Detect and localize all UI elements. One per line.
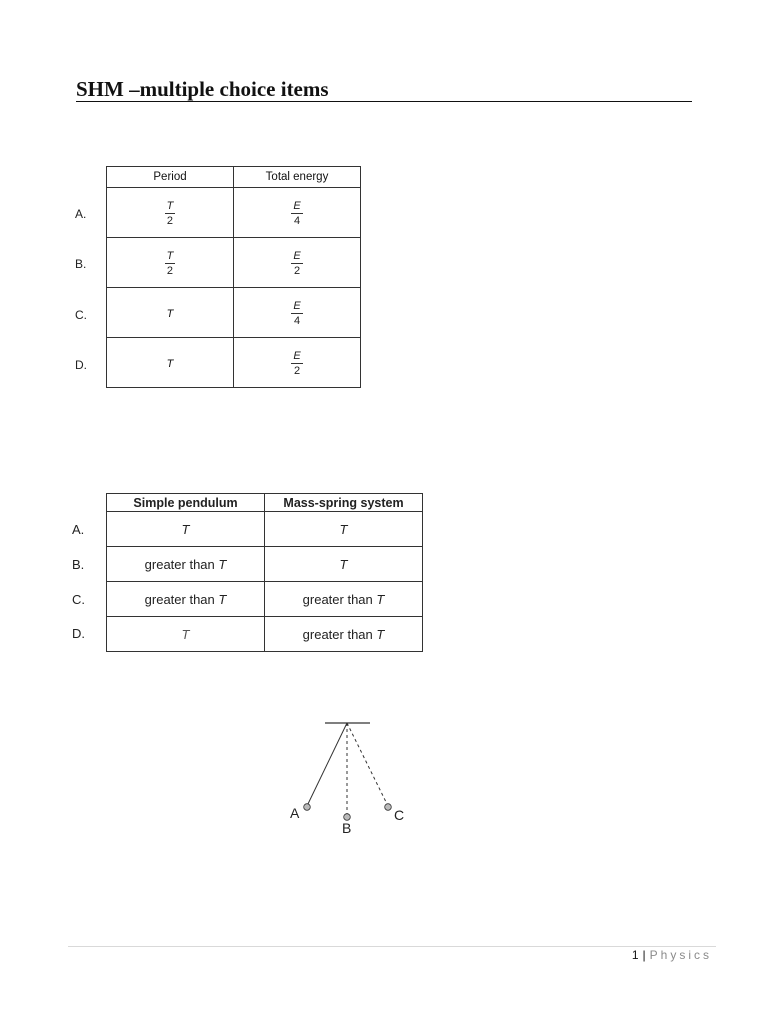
energy-cell [234, 188, 361, 238]
period-value: T [218, 556, 227, 572]
page-footer [632, 948, 712, 962]
option-label: A. [75, 207, 87, 221]
period-value: T [181, 626, 190, 642]
pendulum-bob-c [385, 804, 392, 811]
fraction [291, 350, 302, 377]
option-label: C. [75, 308, 87, 322]
label-a: A [290, 805, 300, 821]
pendulum-cell [107, 547, 265, 582]
pendulum-spring-table [106, 493, 423, 652]
period-cell [107, 338, 234, 388]
fraction-numerator: E [293, 250, 301, 262]
period-value: T [166, 307, 174, 320]
pendulum-cell [107, 582, 265, 617]
comparison-text: greater than [302, 626, 373, 642]
spring-cell [265, 617, 423, 652]
period-cell [107, 188, 234, 238]
table-row [107, 582, 423, 617]
energy-cell [234, 288, 361, 338]
fraction-denominator: 2 [166, 215, 174, 227]
period-value: T [218, 591, 227, 607]
pendulum-string-c [347, 723, 388, 806]
page-number: 1 [631, 948, 639, 962]
table-row [107, 338, 361, 388]
pendulum-bob-a [304, 804, 311, 811]
fraction-denominator: 4 [293, 215, 301, 227]
fraction-numerator: T [166, 250, 174, 262]
period-value: T [339, 521, 348, 537]
comparison-text: greater than [302, 591, 373, 607]
footer-divider [68, 946, 716, 947]
pendulum-string-a [307, 723, 347, 806]
fraction-numerator: T [166, 200, 174, 212]
column-header-simple-pendulum: Simple pendulum [107, 494, 265, 512]
spring-cell [265, 547, 423, 582]
pendulum-diagram [280, 715, 420, 845]
fraction-denominator: 2 [293, 265, 301, 277]
footer-separator: | [642, 948, 646, 962]
fraction [291, 250, 302, 277]
footer-subject: Physics [649, 948, 712, 962]
comparison-text: greater than [144, 556, 215, 572]
column-header-total-energy: Total energy [234, 167, 361, 188]
option-label: D. [72, 626, 85, 641]
period-cell [107, 288, 234, 338]
label-c: C [394, 807, 405, 823]
fraction [291, 300, 302, 327]
fraction-numerator: E [293, 350, 301, 362]
period-value: T [339, 556, 348, 572]
period-value: T [376, 591, 385, 607]
column-header-mass-spring-system: Mass-spring system [265, 494, 423, 512]
spring-cell [265, 512, 423, 547]
fraction-numerator: E [293, 200, 301, 212]
fraction [165, 250, 176, 277]
energy-cell [234, 238, 361, 288]
column-header-period: Period [107, 167, 234, 188]
option-label: B. [72, 557, 85, 572]
pendulum-cell [107, 617, 265, 652]
pendulum-cell [107, 512, 265, 547]
period-value: T [166, 357, 174, 370]
energy-cell [234, 338, 361, 388]
option-label: B. [75, 257, 87, 271]
spring-cell [265, 582, 423, 617]
fraction-denominator: 4 [293, 315, 301, 327]
table-row [107, 238, 361, 288]
page-title: SHM –multiple choice items [76, 77, 692, 102]
period-value: T [181, 521, 190, 537]
label-b: B [342, 820, 352, 836]
table-row [107, 512, 423, 547]
table-header-row [107, 494, 423, 512]
option-label: C. [72, 592, 85, 607]
period-value: T [376, 626, 385, 642]
fraction-numerator: E [293, 300, 301, 312]
fraction [165, 200, 176, 227]
fraction-denominator: 2 [166, 265, 174, 277]
fraction-denominator: 2 [293, 365, 301, 377]
table-row [107, 617, 423, 652]
period-energy-table [106, 166, 361, 388]
table-row [107, 288, 361, 338]
fraction [291, 200, 302, 227]
comparison-text: greater than [144, 591, 215, 607]
table-row [107, 188, 361, 238]
period-cell [107, 238, 234, 288]
table-header-row [107, 167, 361, 188]
table-row [107, 547, 423, 582]
option-label: A. [72, 522, 85, 537]
option-label: D. [75, 358, 87, 372]
